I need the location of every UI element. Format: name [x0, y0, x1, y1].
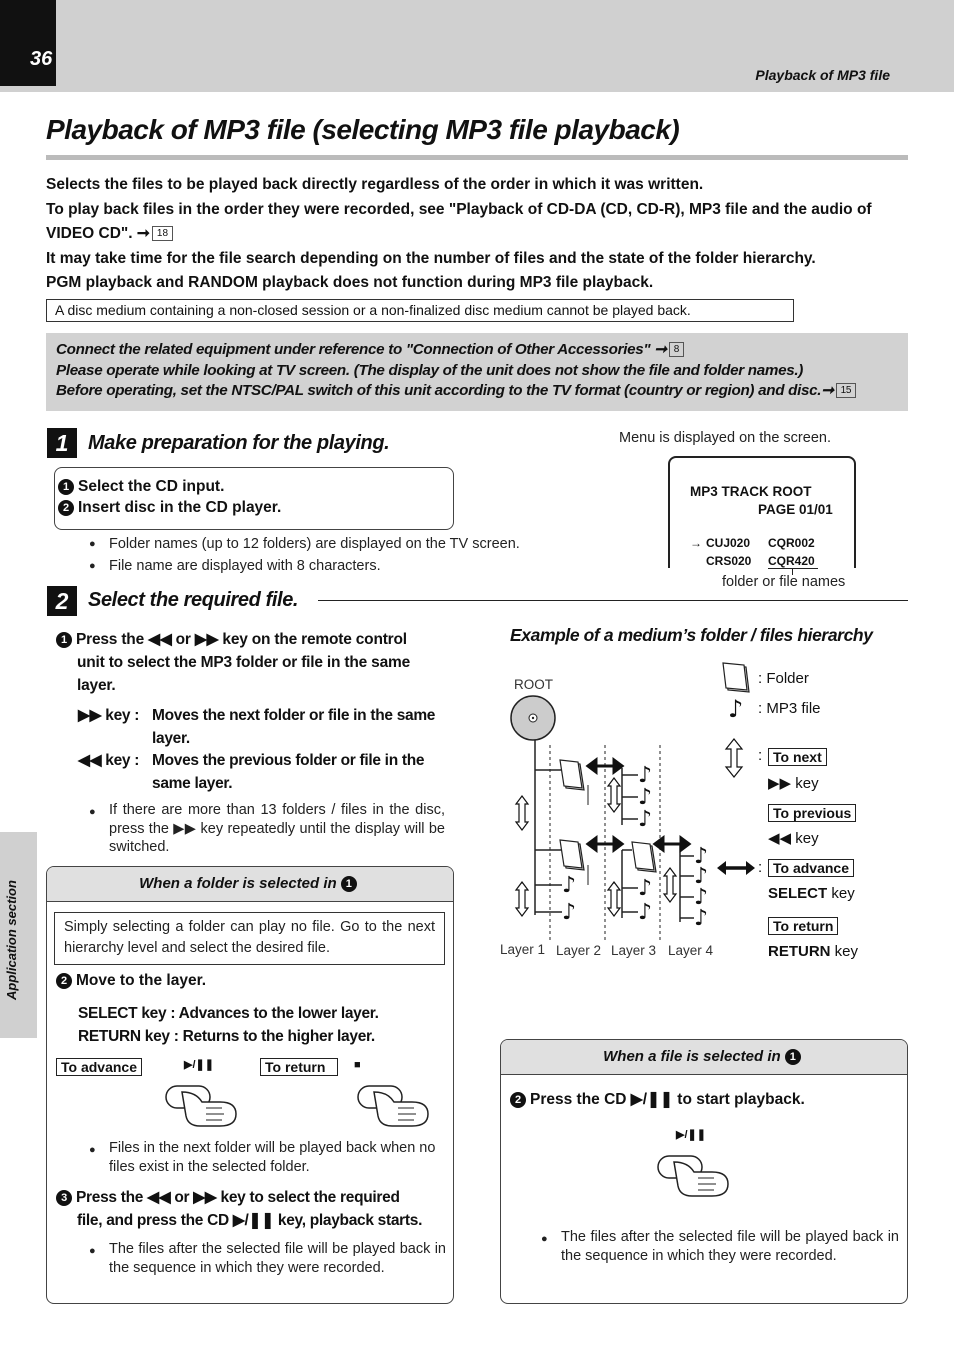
- page-title: Playback of MP3 file (selecting MP3 file playback): [46, 114, 680, 145]
- tv-screen: [668, 456, 856, 568]
- hierarchy-diagram: [500, 690, 730, 940]
- select-key-suffix: key: [827, 885, 855, 902]
- return-key-text: [768, 943, 858, 960]
- svg-text:♪: ♪: [638, 876, 653, 901]
- svg-text:♪: ♪: [638, 900, 653, 925]
- step-2-instruction: [56, 628, 451, 697]
- folder-section-header: [47, 867, 453, 902]
- prev-key-label: ◀◀ key :: [78, 752, 140, 769]
- press-play-instruction: [510, 1090, 805, 1109]
- select-key-bold: SELECT: [768, 885, 828, 902]
- step-2-bullet: ● If there are more than 13 folders / files in the disc, press the ▶▶ key repeatedly until the display will be switched.: [109, 801, 445, 857]
- to-previous-label: To previous: [768, 804, 856, 822]
- screen-row1-col1: CUJ020: [706, 536, 751, 550]
- select-return-desc: [78, 1002, 379, 1048]
- page-number: 36: [0, 0, 56, 86]
- screen-row2-col2: CQR420: [768, 554, 818, 569]
- step-1-item-1: [58, 478, 453, 496]
- step-2-rule: [318, 600, 908, 601]
- circled-1-icon: 1: [58, 479, 74, 495]
- page-ref-15: 15: [836, 383, 857, 398]
- step-1-bullet-2: ● File name are displayed with 8 characters.: [109, 558, 381, 574]
- step-3-line-1-text: Press the ◀◀ or ▶▶ key to select the required: [76, 1189, 400, 1206]
- move-layer-label: Move to the layer.: [76, 972, 207, 989]
- step-2-line-3: layer.: [77, 677, 116, 694]
- caution-line-3-text: Before operating, set the NTSC/PAL switch of this unit according to the TV format (country or region) and disc.➞: [56, 382, 834, 399]
- step-2-heading: Select the required file.: [88, 589, 299, 611]
- hand-press-play-file-icon: [654, 1148, 734, 1200]
- side-tab-label: Application section: [4, 880, 19, 1000]
- intro-line-2: [46, 198, 916, 247]
- folder-note-box: Simply selecting a folder can play no file. Go to the next hierarchy level and select the desired file.: [54, 912, 445, 965]
- up-down-arrow-icon: [724, 738, 744, 778]
- folder-legend-text: : Folder: [758, 670, 809, 687]
- intro-line-2-text: To play back files in the order they were recorded, see "Playback of CD-DA (CD, CD-R), MP3 file and the audio of VIDEO CD". ➞: [46, 200, 872, 242]
- next-key-desc-2: layer.: [152, 729, 190, 747]
- return-key-bold: RETURN: [768, 943, 831, 960]
- prev-key-text: Moves the previous folder or file in the: [152, 752, 425, 769]
- circled-1-icon: 1: [341, 876, 357, 892]
- svg-text:♪: ♪: [694, 885, 709, 910]
- circled-2-icon: 2: [56, 973, 72, 989]
- file-section-header-text: When a file is selected in: [603, 1048, 781, 1065]
- notice-box: A disc medium containing a non-closed session or a non-finalized disc medium cannot be played back.: [46, 299, 794, 322]
- page-ref-18: 18: [152, 226, 173, 241]
- prev-key-text: ◀◀ key: [768, 830, 819, 847]
- circled-1-icon: 1: [785, 1049, 801, 1065]
- return-key-suffix: key: [830, 943, 859, 960]
- circled-3-icon: 3: [56, 1190, 72, 1206]
- to-advance-label: To advance: [56, 1058, 142, 1076]
- caution-line-1-text: Connect the related equipment under reference to "Connection of Other Accessories" ➞: [56, 341, 667, 358]
- next-colon: :: [758, 747, 763, 764]
- folder-icon: [722, 662, 752, 694]
- step-3-instruction: [56, 1187, 422, 1232]
- to-next-label: To next: [768, 748, 827, 766]
- screen-line-1: MP3 TRACK ROOT: [690, 484, 812, 499]
- step-2-line-1: [56, 628, 451, 651]
- running-head: Playback of MP3 file: [755, 67, 890, 83]
- svg-text:♪: ♪: [638, 807, 653, 832]
- press-play-text: Press the CD ▶/❚❚ to start playback.: [530, 1091, 805, 1108]
- intro-line-3: It may take time for the file search depending on the number of files and the state of the folder hierarchy.: [46, 249, 816, 267]
- next-key-text: Moves the next folder or file in the same: [152, 707, 436, 724]
- screen-row1-col2: CQR002: [768, 536, 815, 550]
- step-3-line-2: file, and press the CD ▶/❚❚ key, playback starts.: [77, 1211, 423, 1229]
- advance-colon: :: [758, 859, 763, 876]
- svg-text:♪: ♪: [694, 864, 709, 889]
- to-return-label: To return: [260, 1058, 338, 1076]
- left-right-arrow-icon: [716, 859, 756, 877]
- intro-text: [46, 173, 916, 296]
- hierarchy-heading: Example of a medium’s folder / files hierarchy: [510, 625, 873, 645]
- svg-text:♪: ♪: [562, 900, 577, 925]
- root-label: ROOT: [514, 677, 553, 692]
- svg-text:♪: ♪: [638, 785, 653, 810]
- step-1-box: [54, 467, 454, 530]
- screen-caption: Menu is displayed on the screen.: [619, 430, 831, 446]
- circled-2-icon: 2: [58, 500, 74, 516]
- prev-key-desc-2: same layer.: [152, 774, 233, 792]
- step-3-line-1: [56, 1187, 422, 1210]
- layer-4-label: Layer 4: [668, 943, 714, 958]
- step-2-line-2: unit to select the MP3 folder or file in the same: [77, 654, 410, 671]
- layer-1-label: Layer 1: [500, 942, 546, 957]
- screen-footnote: folder or file names: [722, 574, 846, 590]
- circled-1-icon: 1: [56, 632, 72, 648]
- step-1-badge: 1: [47, 428, 77, 458]
- svg-text:♪: ♪: [638, 763, 653, 788]
- step-1-item-2-text: Insert disc in the CD player.: [78, 499, 282, 516]
- step-1-bullet-1: ● Folder names (up to 12 folders) are displayed on the TV screen.: [109, 536, 520, 552]
- mp3-file-icon: ♪: [728, 695, 744, 723]
- return-key-line: RETURN key : Returns to the higher layer.: [78, 1028, 375, 1045]
- next-key-desc: [78, 705, 435, 728]
- select-key-text: [768, 885, 855, 902]
- file-play-pause-symbol: ▶/❚❚: [676, 1129, 706, 1141]
- step-1-heading: Make preparation for the playing.: [88, 432, 390, 454]
- title-rule: [46, 155, 908, 160]
- prev-key-desc: [78, 750, 435, 773]
- svg-text:♪: ♪: [562, 873, 577, 898]
- hand-press-play-icon: [162, 1078, 242, 1130]
- select-key-line: SELECT key : Advances to the lower layer.: [78, 1005, 379, 1022]
- screen-line-2: PAGE 01/01: [758, 502, 833, 517]
- caution-line-2: Please operate while looking at TV screen. (The display of the unit does not show the file and folder names.): [56, 361, 804, 379]
- screen-arrow-icon: →: [690, 536, 702, 550]
- circled-2-icon: 2: [510, 1092, 526, 1108]
- to-advance-legend-label: To advance: [768, 859, 854, 877]
- key-descriptions: [78, 705, 435, 795]
- page-ref-8: 8: [669, 342, 684, 357]
- layer-2-label: Layer 2: [556, 943, 602, 958]
- caution-line-3: [56, 381, 898, 402]
- caution-box: [46, 333, 908, 411]
- folder-bullet: ● Files in the next folder will be played back when no files exist in the selected folder.: [109, 1139, 445, 1177]
- step-2-line-1-text: Press the ◀◀ or ▶▶ key on the remote control: [76, 631, 407, 648]
- hand-press-stop-icon: [354, 1078, 434, 1130]
- intro-line-4: PGM playback and RANDOM playback does not function during MP3 file playback.: [46, 274, 654, 291]
- move-layer-text: [56, 972, 206, 990]
- file-legend-text: : MP3 file: [758, 700, 821, 717]
- stop-symbol: ■: [354, 1059, 361, 1071]
- intro-line-1: Selects the files to be played back directly regardless of the order in which it was written.: [46, 176, 704, 193]
- step-2-badge: 2: [47, 586, 77, 616]
- folder-section-header-text: When a folder is selected in: [139, 875, 337, 892]
- file-bullet: ● The files after the selected file will be played back in the sequence in which they were recorded.: [561, 1228, 899, 1266]
- caution-line-1: [56, 340, 898, 361]
- svg-text:♪: ♪: [694, 906, 709, 931]
- svg-text:♪: ♪: [694, 844, 709, 869]
- screen-row2-col1: CRS020: [706, 554, 752, 568]
- step-1-item-1-text: Select the CD input.: [78, 478, 225, 495]
- layer-3-label: Layer 3: [611, 943, 657, 958]
- folder-bullet-2: ● The files after the selected file will be played back in the sequence in which they were recorded.: [109, 1240, 446, 1278]
- next-key-text: ▶▶ key: [768, 775, 819, 792]
- file-section-header: [501, 1040, 907, 1075]
- play-pause-symbol: ▶/❚❚: [184, 1059, 214, 1071]
- step-1-item-2: [58, 499, 453, 517]
- to-return-legend-label: To return: [768, 917, 838, 935]
- next-key-label: ▶▶ key :: [78, 707, 140, 724]
